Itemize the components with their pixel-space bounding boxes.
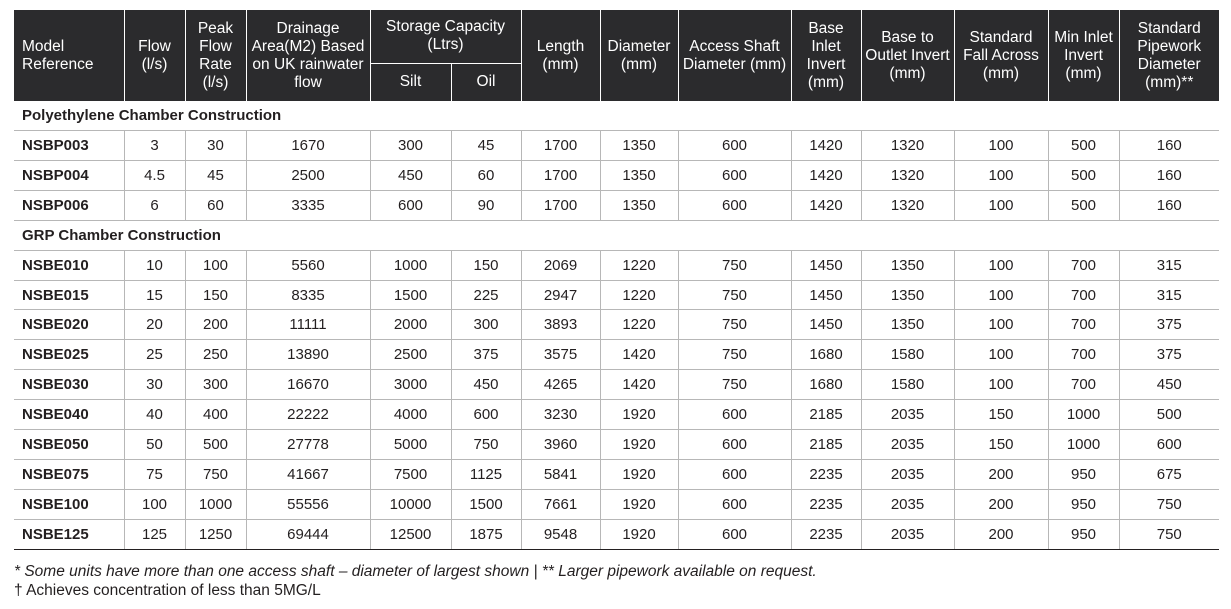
model-reference-cell: NSBP003 [14,131,124,161]
table-cell: 1420 [791,160,861,190]
table-cell: 1220 [600,250,678,280]
table-cell: 2947 [521,280,600,310]
table-cell: 315 [1119,280,1219,310]
table-cell: 2035 [861,489,954,519]
model-reference-cell: NSBP004 [14,160,124,190]
table-cell: 1670 [246,131,370,161]
table-cell: 45 [451,131,521,161]
table-row [14,310,1219,340]
table-cell: 1350 [861,310,954,340]
table-cell: 750 [678,280,791,310]
table-cell: 41667 [246,459,370,489]
table-cell: 3 [124,131,185,161]
table-cell: 7661 [521,489,600,519]
table-cell: 10 [124,250,185,280]
table-cell: 1350 [600,160,678,190]
table-cell: 12500 [370,519,451,549]
table-cell: 500 [1048,190,1119,220]
header-peak-flow-rate: Peak Flow Rate (l/s) [185,10,246,101]
table-row [14,131,1219,161]
table-cell: 150 [954,400,1048,430]
header-access-shaft-diameter: Access Shaft Diameter (mm) [678,10,791,101]
table-cell: 160 [1119,190,1219,220]
table-cell: 1420 [791,131,861,161]
model-reference-cell: NSBE010 [14,250,124,280]
table-cell: 1500 [370,280,451,310]
table-cell: 100 [954,131,1048,161]
table-cell: 450 [370,160,451,190]
table-cell: 16670 [246,370,370,400]
table-cell: 300 [451,310,521,340]
table-cell: 55556 [246,489,370,519]
table-cell: 1350 [861,280,954,310]
table-cell: 100 [954,190,1048,220]
header-model-reference: Model Reference [14,10,124,101]
table-cell: 100 [954,340,1048,370]
table-cell: 2500 [246,160,370,190]
table-cell: 2235 [791,489,861,519]
table-cell: 700 [1048,370,1119,400]
table-cell: 600 [678,190,791,220]
table-cell: 375 [1119,340,1219,370]
table-cell: 200 [185,310,246,340]
table-cell: 600 [370,190,451,220]
table-header [14,10,1219,101]
table-cell: 200 [954,489,1048,519]
table-cell: 2035 [861,430,954,460]
table-cell: 300 [370,131,451,161]
table-cell: 50 [124,430,185,460]
table-row [14,430,1219,460]
table-cell: 2035 [861,519,954,549]
header-drainage-area: Drainage Area(M2) Based on UK rainwater flow [246,10,370,101]
table-cell: 160 [1119,160,1219,190]
table-row [14,340,1219,370]
table-cell: 1680 [791,340,861,370]
table-cell: 750 [1119,489,1219,519]
table-cell: 100 [954,370,1048,400]
model-reference-cell: NSBE100 [14,489,124,519]
table-cell: 450 [1119,370,1219,400]
section-title: Polyethylene Chamber Construction [14,101,1219,131]
table-cell: 1500 [451,489,521,519]
table-cell: 100 [954,250,1048,280]
table-cell: 500 [1119,400,1219,430]
table-cell: 1580 [861,340,954,370]
table-cell: 2069 [521,250,600,280]
specification-table [14,10,1219,550]
table-cell: 1700 [521,190,600,220]
table-row [14,160,1219,190]
header-standard-fall-across: Standard Fall Across (mm) [954,10,1048,101]
header-base-to-outlet-invert: Base to Outlet Invert (mm) [861,10,954,101]
header-storage-capacity: Storage Capacity (Ltrs) [370,10,521,63]
table-cell: 700 [1048,280,1119,310]
table-cell: 5841 [521,459,600,489]
table-row [14,280,1219,310]
table-cell: 90 [451,190,521,220]
table-cell: 1350 [600,190,678,220]
table-row [14,489,1219,519]
table-cell: 1000 [370,250,451,280]
table-cell: 10000 [370,489,451,519]
table-cell: 1250 [185,519,246,549]
section-title: GRP Chamber Construction [14,220,1219,250]
header-length: Length (mm) [521,10,600,101]
table-cell: 1920 [600,519,678,549]
table-cell: 600 [678,489,791,519]
table-cell: 225 [451,280,521,310]
table-cell: 950 [1048,459,1119,489]
table-cell: 1700 [521,131,600,161]
table-cell: 675 [1119,459,1219,489]
model-reference-cell: NSBE030 [14,370,124,400]
table-cell: 60 [185,190,246,220]
table-cell: 315 [1119,250,1219,280]
table-cell: 150 [954,430,1048,460]
model-reference-cell: NSBE025 [14,340,124,370]
footnote-concentration: † Achieves concentration of less than 5MG/L [14,582,321,599]
header-min-inlet-invert: Min Inlet Invert (mm) [1048,10,1119,101]
table-cell: 1220 [600,280,678,310]
table-cell: 100 [954,280,1048,310]
table-cell: 30 [124,370,185,400]
table-cell: 22222 [246,400,370,430]
table-cell: 750 [185,459,246,489]
table-cell: 1920 [600,400,678,430]
table-cell: 1700 [521,160,600,190]
table-cell: 3893 [521,310,600,340]
table-cell: 750 [678,370,791,400]
table-cell: 600 [678,160,791,190]
table-cell: 3335 [246,190,370,220]
section-row [14,101,1219,131]
table-cell: 100 [185,250,246,280]
footnotes [14,562,817,600]
model-reference-cell: NSBP006 [14,190,124,220]
table-cell: 1920 [600,459,678,489]
table-cell: 1920 [600,430,678,460]
table-cell: 250 [185,340,246,370]
table-cell: 1580 [861,370,954,400]
header-flow: Flow (l/s) [124,10,185,101]
table-cell: 6 [124,190,185,220]
table-cell: 1680 [791,370,861,400]
table-cell: 600 [678,519,791,549]
table-cell: 100 [954,160,1048,190]
table-cell: 600 [678,400,791,430]
table-cell: 27778 [246,430,370,460]
table-cell: 750 [678,310,791,340]
table-row [14,519,1219,549]
table-cell: 2035 [861,459,954,489]
table-cell: 4.5 [124,160,185,190]
footnote-access-pipework: * Some units have more than one access shaft – diameter of largest shown | ** Larger pipework available on request. [14,563,817,580]
table-cell: 3960 [521,430,600,460]
table-cell: 1000 [1048,430,1119,460]
table-cell: 3575 [521,340,600,370]
table-cell: 25 [124,340,185,370]
table-cell: 3230 [521,400,600,430]
table-cell: 45 [185,160,246,190]
table-cell: 100 [124,489,185,519]
table-cell: 1000 [1048,400,1119,430]
table-row [14,250,1219,280]
table-cell: 5560 [246,250,370,280]
table-cell: 2000 [370,310,451,340]
table-cell: 13890 [246,340,370,370]
table-cell: 950 [1048,519,1119,549]
table-cell: 600 [678,131,791,161]
table-cell: 750 [678,340,791,370]
table-row [14,370,1219,400]
table-cell: 950 [1048,489,1119,519]
table-cell: 2235 [791,519,861,549]
table-cell: 160 [1119,131,1219,161]
table-cell: 400 [185,400,246,430]
model-reference-cell: NSBE020 [14,310,124,340]
table-cell: 450 [451,370,521,400]
table-cell: 20 [124,310,185,340]
table-cell: 5000 [370,430,451,460]
table-cell: 11111 [246,310,370,340]
table-cell: 600 [451,400,521,430]
model-reference-cell: NSBE040 [14,400,124,430]
table-cell: 30 [185,131,246,161]
table-cell: 600 [678,430,791,460]
header-silt: Silt [370,63,451,101]
header-diameter: Diameter (mm) [600,10,678,101]
table-cell: 375 [451,340,521,370]
table-cell: 1450 [791,310,861,340]
table-cell: 100 [954,310,1048,340]
table-cell: 1875 [451,519,521,549]
table-cell: 375 [1119,310,1219,340]
table-cell: 1420 [791,190,861,220]
table-cell: 1320 [861,131,954,161]
table-cell: 500 [185,430,246,460]
table-cell: 4265 [521,370,600,400]
model-reference-cell: NSBE125 [14,519,124,549]
specification-table-container [14,10,1219,550]
table-cell: 700 [1048,340,1119,370]
table-cell: 500 [1048,160,1119,190]
table-cell: 8335 [246,280,370,310]
model-reference-cell: NSBE015 [14,280,124,310]
table-cell: 1450 [791,280,861,310]
table-cell: 69444 [246,519,370,549]
table-cell: 500 [1048,131,1119,161]
table-cell: 2235 [791,459,861,489]
section-row [14,220,1219,250]
table-cell: 1450 [791,250,861,280]
table-cell: 600 [678,459,791,489]
table-cell: 1420 [600,340,678,370]
table-body [14,101,1219,549]
header-standard-pipework-diameter: Standard Pipework Diameter (mm)** [1119,10,1219,101]
table-cell: 750 [678,250,791,280]
table-cell: 2185 [791,430,861,460]
table-cell: 150 [451,250,521,280]
table-cell: 125 [124,519,185,549]
table-cell: 1320 [861,160,954,190]
table-row [14,459,1219,489]
table-cell: 1320 [861,190,954,220]
table-cell: 40 [124,400,185,430]
table-cell: 1350 [861,250,954,280]
header-base-inlet-invert: Base Inlet Invert (mm) [791,10,861,101]
table-cell: 600 [1119,430,1219,460]
table-cell: 750 [451,430,521,460]
table-cell: 200 [954,459,1048,489]
table-cell: 200 [954,519,1048,549]
table-cell: 700 [1048,310,1119,340]
table-cell: 2035 [861,400,954,430]
table-cell: 75 [124,459,185,489]
table-cell: 4000 [370,400,451,430]
table-cell: 700 [1048,250,1119,280]
table-cell: 1920 [600,489,678,519]
table-cell: 2185 [791,400,861,430]
header-oil: Oil [451,63,521,101]
table-cell: 2500 [370,340,451,370]
model-reference-cell: NSBE075 [14,459,124,489]
table-cell: 300 [185,370,246,400]
table-cell: 1125 [451,459,521,489]
table-cell: 150 [185,280,246,310]
table-row [14,400,1219,430]
table-cell: 9548 [521,519,600,549]
table-row [14,190,1219,220]
table-cell: 15 [124,280,185,310]
model-reference-cell: NSBE050 [14,430,124,460]
table-cell: 1220 [600,310,678,340]
table-cell: 1420 [600,370,678,400]
table-cell: 7500 [370,459,451,489]
table-cell: 3000 [370,370,451,400]
table-cell: 60 [451,160,521,190]
table-cell: 1000 [185,489,246,519]
table-cell: 750 [1119,519,1219,549]
table-cell: 1350 [600,131,678,161]
